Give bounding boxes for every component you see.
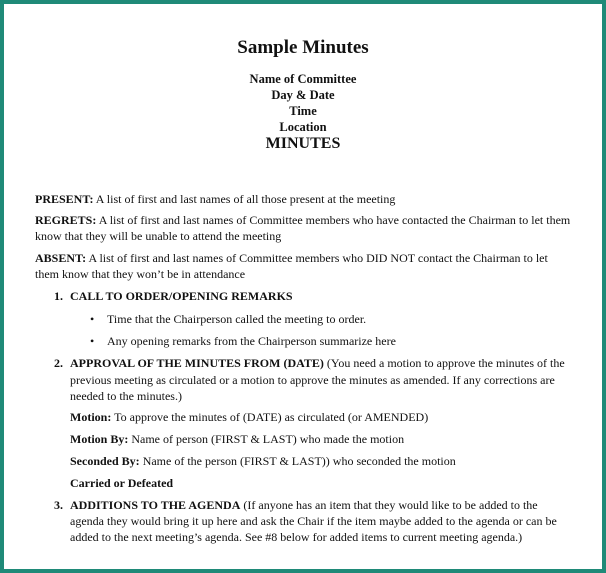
- item2-number: 2.: [54, 356, 63, 370]
- seconded-line: [70, 453, 456, 469]
- item2-text-2: previous meeting as circulated or a motion to approve the minutes as amended. If any corrections are: [70, 373, 555, 387]
- regrets-label: REGRETS:: [35, 213, 97, 227]
- motion-label: Motion:: [70, 410, 112, 424]
- bullet-1-glyph: •: [90, 312, 95, 326]
- motion-result: Carried or Defeated: [70, 476, 174, 490]
- bullet-1-text: Time that the Chairperson called the meeting to order.: [107, 312, 367, 326]
- item2-text-3: needed to the minutes.): [70, 389, 182, 403]
- regrets-text-1: A list of first and last names of Committee members who have contacted the Chairman to let them: [98, 213, 571, 227]
- minutes-heading: MINUTES: [265, 135, 341, 152]
- day-date: Day & Date: [271, 88, 335, 102]
- present-text: A list of first and last names of all those present at the meeting: [95, 192, 396, 206]
- absent-text-2: them know that they won’t be in attendance: [35, 267, 246, 281]
- item2-line-1: [70, 355, 565, 371]
- document-title: Sample Minutes: [237, 37, 369, 58]
- item1-heading: CALL TO ORDER/OPENING REMARKS: [70, 289, 293, 303]
- seconded-text: Name of the person (FIRST & LAST)) who seconded the motion: [142, 454, 456, 468]
- motion-line: [70, 409, 428, 425]
- bullet-2-text: Any opening remarks from the Chairperson summarize here: [107, 334, 396, 348]
- motion-text: To approve the minutes of (DATE) as circulated (or AMENDED): [114, 410, 429, 424]
- regrets-line-1: [35, 212, 570, 228]
- regrets-text-2: know that they will be unable to attend the meeting: [35, 229, 282, 243]
- present-label: PRESENT:: [35, 192, 94, 206]
- absent-line-1: [35, 250, 548, 266]
- item3-text-2: agenda they would bring it up here and ask the Chair if the item maybe added to the agenda or can be: [70, 514, 557, 528]
- motion-by-text: Name of person (FIRST & LAST) who made the motion: [131, 432, 405, 446]
- seconded-label: Seconded By:: [70, 454, 140, 468]
- present-line: [35, 191, 395, 207]
- item3-heading: ADDITIONS TO THE AGENDA: [70, 498, 241, 512]
- motion-by-label: Motion By:: [70, 432, 129, 446]
- bullet-2-glyph: •: [90, 334, 95, 348]
- meeting-location: Location: [279, 120, 327, 134]
- absent-label: ABSENT:: [35, 251, 87, 265]
- meeting-time: Time: [289, 104, 317, 118]
- committee-name: Name of Committee: [249, 72, 357, 86]
- item1-number: 1.: [54, 289, 63, 303]
- item2-text-1: (You need a motion to approve the minutes of the: [326, 356, 565, 370]
- item3-line-1: [70, 497, 538, 513]
- item3-text-3: added to the next meeting’s agenda. See #8 below for added items to current meeting agenda.): [70, 530, 523, 544]
- absent-text-1: A list of first and last names of Committee members who DID NOT contact the Chairman to let: [88, 251, 548, 265]
- item3-number: 3.: [54, 498, 63, 512]
- document-page: [4, 4, 602, 569]
- motion-by-line: [70, 431, 404, 447]
- item2-heading: APPROVAL OF THE MINUTES FROM (DATE): [70, 356, 324, 370]
- item3-text-1: (If anyone has an item that they would like to be added to the: [243, 498, 538, 512]
